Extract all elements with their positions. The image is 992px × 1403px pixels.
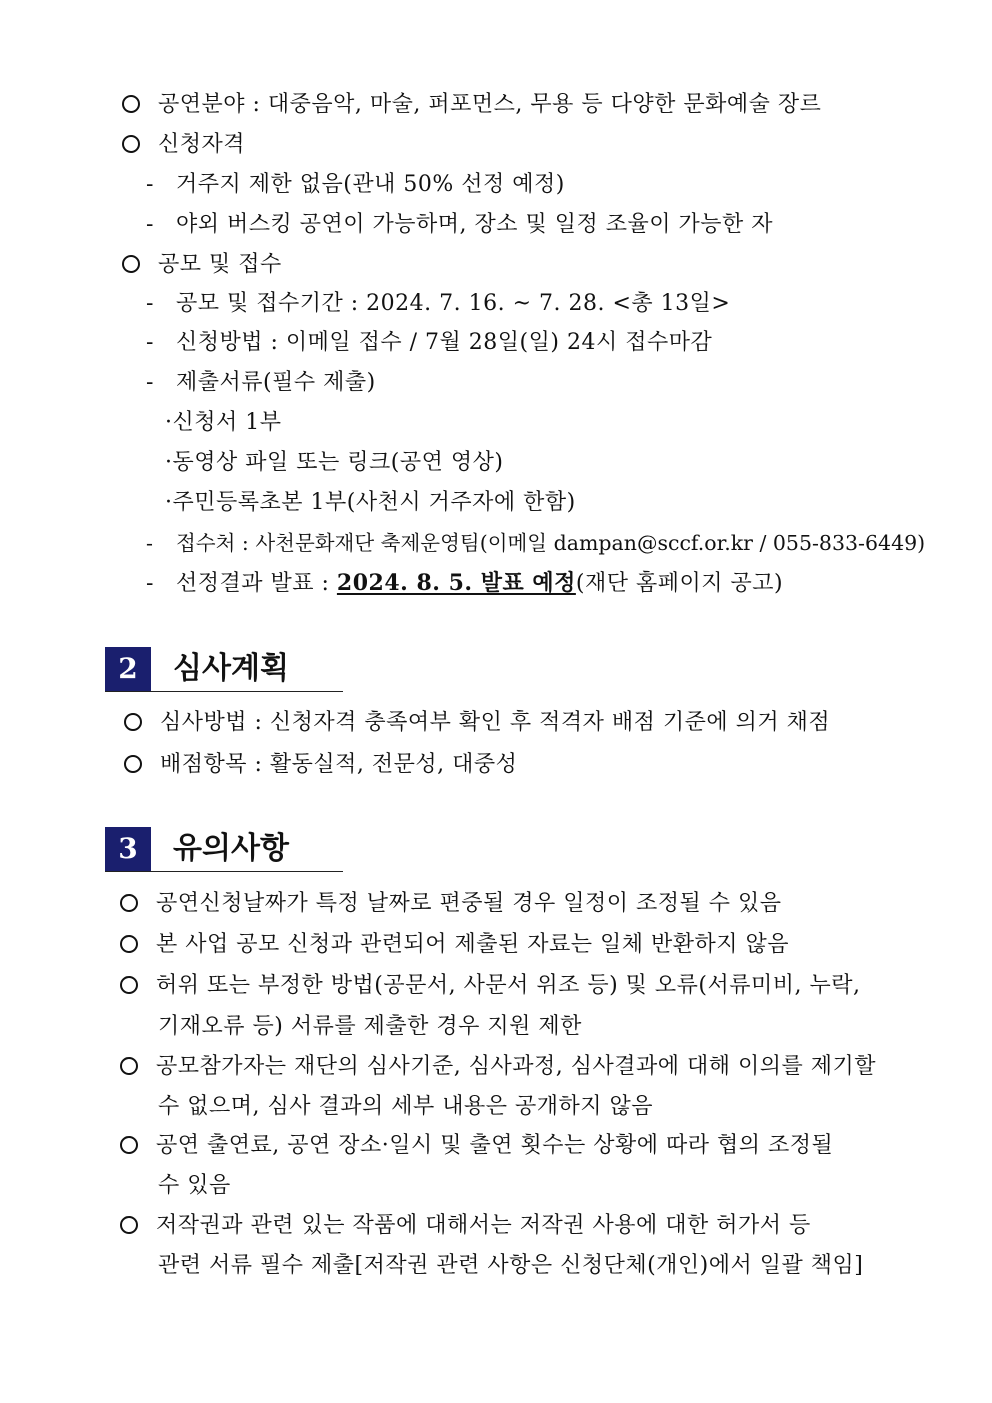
notice-no-objection: 공모참가자는 재단의 심사기준, 심사과정, 심사결과에 대해 이의를 제기할 bbox=[120, 1053, 876, 1081]
dash-line-busking: - 야외 버스킹 공연이 가능하며, 장소 및 일정 조율이 가능한 자 bbox=[146, 212, 773, 237]
notice-fee-adjustment: 공연 출연료, 공연 장소·일시 및 출연 횟수는 상황에 따라 협의 조정될 bbox=[120, 1132, 833, 1160]
dash-line-documents: - 제출서류(필수 제출) bbox=[146, 370, 376, 395]
notice-false-documents: 허위 또는 부정한 방법(공문서, 사문서 위조 등) 및 오류(서류미비, 누락, bbox=[120, 972, 860, 1000]
bullet-line-performance-field: 공연분야 : 대중음악, 마술, 퍼포먼스, 무용 등 다양한 문화예술 장르 bbox=[122, 91, 821, 119]
notice-copyright-cont: 관련 서류 필수 제출[저작권 관련 사항은 신청단체(개인)에서 일괄 책임] bbox=[158, 1253, 864, 1278]
circle-bullet-icon bbox=[122, 95, 140, 113]
circle-bullet-icon bbox=[122, 135, 140, 153]
circle-bullet-icon bbox=[120, 894, 138, 912]
doc-item-application-form: ·신청서 1부 bbox=[165, 410, 282, 435]
section-title-3: 유의사항 bbox=[173, 831, 289, 866]
dash-line-contact: - 접수처 : 사천문화재단 축제운영팀(이메일 dampan@sccf.or.kr / 055-833-6449) bbox=[146, 531, 926, 555]
notice-no-objection-cont: 수 없으며, 심사 결과의 세부 내용은 공개하지 않음 bbox=[158, 1094, 653, 1119]
notice-schedule: 공연신청날짜가 특정 날짜로 편중될 경우 일정이 조정될 수 있음 bbox=[120, 890, 782, 918]
section-header-3 bbox=[105, 827, 343, 872]
circle-bullet-icon bbox=[120, 976, 138, 994]
section-number-3: 3 bbox=[105, 827, 151, 871]
circle-bullet-icon bbox=[120, 1136, 138, 1154]
circle-bullet-icon bbox=[120, 1057, 138, 1075]
bullet-line-eligibility: 신청자격 bbox=[122, 131, 245, 159]
circle-bullet-icon bbox=[122, 255, 140, 273]
notice-no-return: 본 사업 공모 신청과 관련되어 제출된 자료는 일체 반환하지 않음 bbox=[120, 931, 789, 959]
circle-bullet-icon bbox=[120, 1216, 138, 1234]
doc-item-video: ·동영상 파일 또는 링크(공연 영상) bbox=[165, 450, 504, 475]
announcement-date-emphasis: 2024. 8. 5. 발표 예정 bbox=[336, 570, 576, 596]
section-title-2: 심사계획 bbox=[173, 651, 289, 686]
circle-bullet-icon bbox=[124, 755, 142, 773]
notice-false-documents-cont: 기재오류 등) 서류를 제출한 경우 지원 제한 bbox=[158, 1014, 582, 1039]
dash-line-method: - 신청방법 : 이메일 접수 / 7월 28일(일) 24시 접수마감 bbox=[146, 330, 713, 355]
bullet-line-review-method: 심사방법 : 신청자격 충족여부 확인 후 적격자 배점 기준에 의거 채점 bbox=[124, 709, 830, 737]
section-number-2: 2 bbox=[105, 647, 151, 691]
circle-bullet-icon bbox=[124, 713, 142, 731]
section-header-2 bbox=[105, 647, 343, 692]
notice-fee-adjustment-cont: 수 있음 bbox=[158, 1173, 231, 1198]
dash-line-period: - 공모 및 접수기간 : 2024. 7. 16. ~ 7. 28. <총 13일> bbox=[146, 291, 731, 316]
circle-bullet-icon bbox=[120, 935, 138, 953]
bullet-line-scoring-items: 배점항목 : 활동실적, 전문성, 대중성 bbox=[124, 751, 517, 779]
doc-item-resident-record: ·주민등록초본 1부(사천시 거주자에 한함) bbox=[165, 490, 576, 515]
dash-line-residence: - 거주지 제한 없음(관내 50% 선정 예정) bbox=[146, 172, 565, 197]
notice-copyright: 저작권과 관련 있는 작품에 대해서는 저작권 사용에 대한 허가서 등 bbox=[120, 1212, 811, 1240]
dash-line-announcement: - 선정결과 발표 : 2024. 8. 5. 발표 예정(재단 홈페이지 공고) bbox=[146, 570, 784, 596]
bullet-line-application: 공모 및 접수 bbox=[122, 251, 282, 279]
